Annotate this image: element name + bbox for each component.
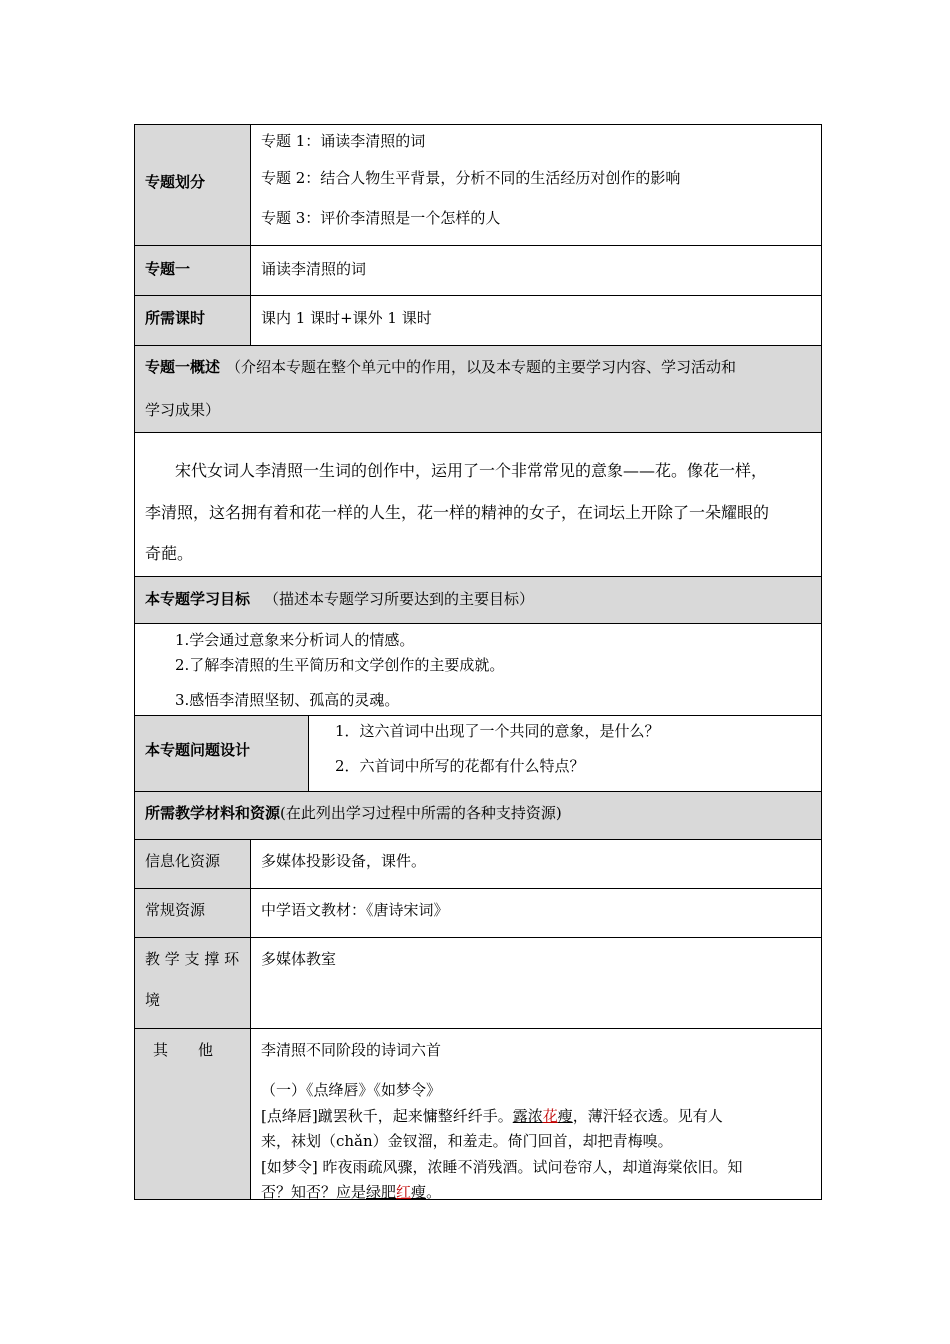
- poem2-underline-1: 绿肥: [366, 1183, 397, 1201]
- info-label: 信息化资源: [145, 852, 221, 870]
- topic-line-3: 专题 3：评价李清照是一个怎样的人: [261, 209, 501, 227]
- questions-label: 本专题问题设计: [145, 741, 251, 759]
- topics-label: 专题划分: [145, 173, 206, 191]
- poem2-line1: [如梦令] 昨夜雨疏风骤，浓睡不消残酒。试问卷帘人，却道海棠依旧。知: [261, 1158, 743, 1176]
- goal-3: 3.感悟李清照坚韧、孤高的灵魂。: [175, 691, 400, 709]
- overview-body-3: 奇葩。: [145, 544, 194, 563]
- row-info: [135, 840, 821, 889]
- poem1-text-a: [点绛唇]蹴罢秋千，起来慵整纤纤手。: [261, 1107, 513, 1125]
- normal-label: 常规资源: [145, 901, 206, 919]
- lesson-table: [134, 124, 822, 1200]
- label-cell: [135, 716, 309, 791]
- row-env: [135, 938, 821, 1029]
- row-goals-body: [135, 624, 821, 716]
- row-resources-header: [135, 792, 821, 840]
- overview-hint-1: （介绍本专题在整个单元中的作用，以及本专题的主要学习内容、学习活动和: [226, 358, 737, 376]
- overview-header-line1: [145, 356, 736, 377]
- topic1-value: 诵读李清照的词: [261, 260, 367, 278]
- goals-header: [145, 588, 534, 609]
- row-hours: [135, 296, 821, 346]
- poem1-red-word: 花: [542, 1107, 558, 1125]
- env-label-1: 教 学 支 撑 环: [145, 950, 240, 968]
- label-cell: [135, 296, 251, 345]
- env-value: 多媒体教室: [261, 950, 337, 968]
- overview-body-1: 宋代女词人李清照一生词的创作中，运用了一个非常常见的意象——花。像花一样，: [175, 461, 768, 480]
- goals-hint: （描述本专题学习所要达到的主要目标）: [264, 590, 535, 608]
- poem1-text-b: ，薄汗轻衣透。见有人: [572, 1107, 723, 1125]
- question-1: 1．这六首词中出现了一个共同的意象，是什么？: [335, 722, 660, 740]
- label-cell: [135, 246, 251, 295]
- hours-label: 所需课时: [145, 309, 206, 327]
- poem2-line2: [261, 1181, 441, 1202]
- label-cell: [135, 1029, 251, 1199]
- normal-value: 中学语文教材：《唐诗宋词》: [261, 901, 449, 919]
- topic-line-2: 专题 2：结合人物生平背景，分析不同的生活经历对创作的影响: [261, 169, 681, 187]
- resources-label: 所需教学材料和资源: [145, 804, 281, 822]
- row-overview-header: [135, 346, 821, 433]
- row-normal: [135, 889, 821, 938]
- row-topics: [135, 125, 821, 246]
- row-overview-body: [135, 433, 821, 577]
- info-value: 多媒体投影设备，课件。: [261, 852, 427, 870]
- poem1-line2: 来，袜划（chǎn）金钗溜，和羞走。倚门回首，却把青梅嗅。: [261, 1132, 673, 1150]
- poem1-line1: [261, 1105, 723, 1126]
- goals-label: 本专题学习目标: [145, 590, 251, 608]
- label-cell: [135, 125, 251, 245]
- row-topic1: [135, 246, 821, 296]
- goal-2: 2.了解李清照的生平简历和文学创作的主要成就。: [175, 656, 505, 674]
- other-label: 其 他: [153, 1041, 214, 1059]
- poem2-text-c: 。: [426, 1183, 442, 1201]
- resources-hint: (在此列出学习过程中所需的各种支持资源): [280, 804, 562, 822]
- overview-hint-2: 学习成果）: [145, 401, 221, 419]
- question-2: 2．六首词中所写的花都有什么特点？: [335, 757, 585, 775]
- env-label-2: 境: [145, 991, 161, 1009]
- overview-body-2: 李清照，这名拥有着和花一样的人生，花一样的精神的女子，在词坛上开除了一朵耀眼的: [145, 503, 770, 522]
- poem1-underline-2: 瘦: [557, 1107, 573, 1125]
- poem2-text-b: 否？知否？应是: [261, 1183, 367, 1201]
- hours-value: 课内 1 课时+课外 1 课时: [261, 309, 432, 327]
- row-questions: [135, 716, 821, 792]
- topic1-label: 专题一: [145, 260, 191, 278]
- poems-title: （一）《点绛唇》《如梦令》: [261, 1081, 442, 1099]
- label-cell: [135, 889, 251, 937]
- poem2-red-word: 红: [396, 1183, 412, 1201]
- other-intro: 李清照不同阶段的诗词六首: [261, 1041, 442, 1059]
- goal-1: 1.学会通过意象来分析词人的情感。: [175, 631, 415, 649]
- row-goals-header: [135, 577, 821, 624]
- poem2-underline-2: 瘦: [411, 1183, 427, 1201]
- label-cell: [135, 840, 251, 888]
- label-cell: [135, 938, 251, 1028]
- topic-line-1: 专题 1：诵读李清照的词: [261, 132, 426, 150]
- poem1-underline-1: 露浓: [512, 1107, 543, 1125]
- row-other: [135, 1029, 821, 1200]
- resources-header: [145, 802, 562, 823]
- overview-label: 专题一概述: [145, 358, 221, 376]
